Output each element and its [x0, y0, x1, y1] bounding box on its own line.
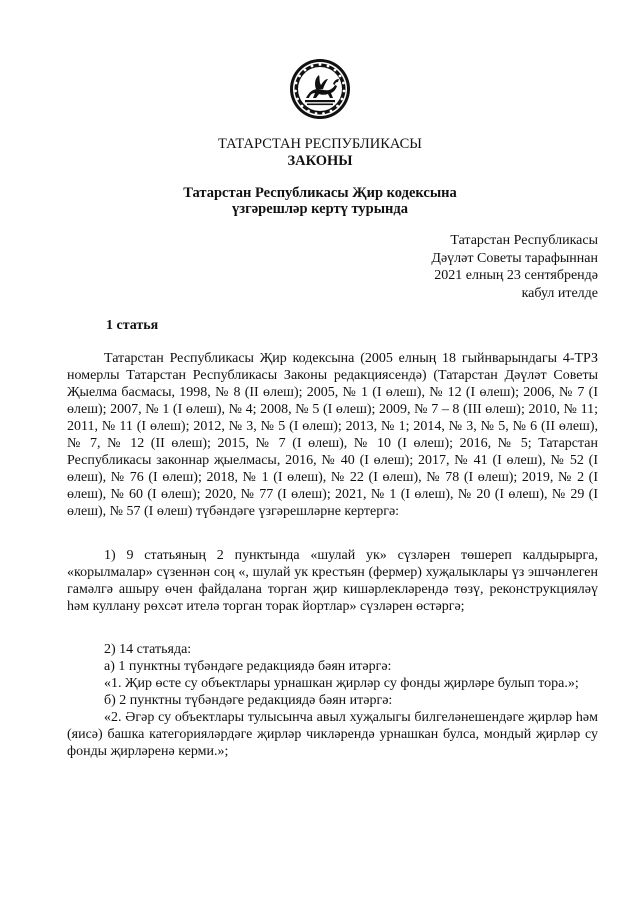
adoption-block [431, 232, 598, 302]
document-title-line-2: үзгәрешләр кертү турында [232, 201, 408, 217]
article-intro-paragraph: Татарстан Республикасы Җир кодексына (2005 елның 18 гыйнварындагы 4-ТРЗ номерлы Татарстан Республикасы Законы редакциясендә) (Татарстан Дәүләт Советы Җыелма басмасы, 1998, № 8 (II өлеш); 2005, № 1 (I өлеш), № 12 (I өлеш); 2006, № 7 (I өлеш); 2007, № 1 (I өлеш), № 4; 2008, № 5 (I өлеш); 2009, № 7 – 8 (III өлеш); 2010, № 11; 2011, № 11 (I өлеш); 2012, № 3, № 5 (I өлеш); 2013, № 1; 2014, № 3, № 5, № 6 (II өлеш), № 7, № 12 (II өлеш); 2015, № 7 (I өлеш), № 10 (I өлеш); 2016, № 5; Татарстан Республикасы законнар җыелмасы, 2016, № 40 (I өлеш); 2017, № 41 (I өлеш), № 52 (I өлеш), № 76 (I өлеш); 2018, № 1 (I өлеш), № 22 (I өлеш), № 78 (I өлеш); 2019, № 2 (I өлеш), № 60 (I өлеш); 2020, № 77 (I өлеш); 2021, № 1 (I өлеш), № 20 (I өлеш), № 29 (I өлеш), № 57 (I өлеш) түбәндәге үзгәрешләрне кертергә: [67, 351, 598, 519]
article-item-2: 2) 14 статьяда: [104, 642, 192, 657]
adoption-line-4: кабул ителде [521, 285, 598, 301]
article-item-2a-text: «1. Җир өсте су объектлары урнашкан җирләр су фонды җирләре булып тора.»; [104, 676, 579, 691]
header-republic: ТАТАРСТАН РЕСПУБЛИКАСЫ [218, 136, 422, 152]
article-item-2b-text: «2. Әгәр су объектлары тулысынча авыл хуҗалыгы билгеләнешендәге җирләр һәм (яисә) башка категорияләрдәге җирләр чикләрендә урнашкан булса, мондый җирләр су фонды җирләренә керми.»; [67, 710, 598, 759]
header-law: ЗАКОНЫ [287, 153, 353, 169]
article-item-1: 1) 9 статьяның 2 пунктында «шулай ук» сүзләрен төшереп калдырырга, «корылмалар» сүзеннән соң «, шулай ук крестьян (фермер) хуҗалыклары үз эшчәнлеген гамәлгә ашыру өчен файдалана торган җир кишәрлекләрендә төзү, реконструкцияләү һәм куллану рөхсәт ителә торган торак йортлар» сүзләрен өстәргә; [67, 548, 598, 614]
article-item-2a: а) 1 пунктны түбәндәге редакциядә бәян итәргә: [104, 659, 392, 674]
adoption-line-3: 2021 елның 23 сентябрендә [434, 268, 598, 283]
article-item-2-block [67, 641, 598, 760]
document-title-line-1: Татарстан Республикасы Җир кодексына [183, 185, 457, 201]
article-item-2b: б) 2 пунктны түбәндәге редакциядә бәян итәргә: [104, 693, 393, 708]
tatarstan-emblem-icon [289, 58, 351, 120]
adoption-line-1: Татарстан Республикасы [450, 233, 598, 248]
adoption-line-2: Дәүләт Советы тарафыннан [431, 250, 598, 266]
article-heading: 1 статья [106, 318, 159, 333]
